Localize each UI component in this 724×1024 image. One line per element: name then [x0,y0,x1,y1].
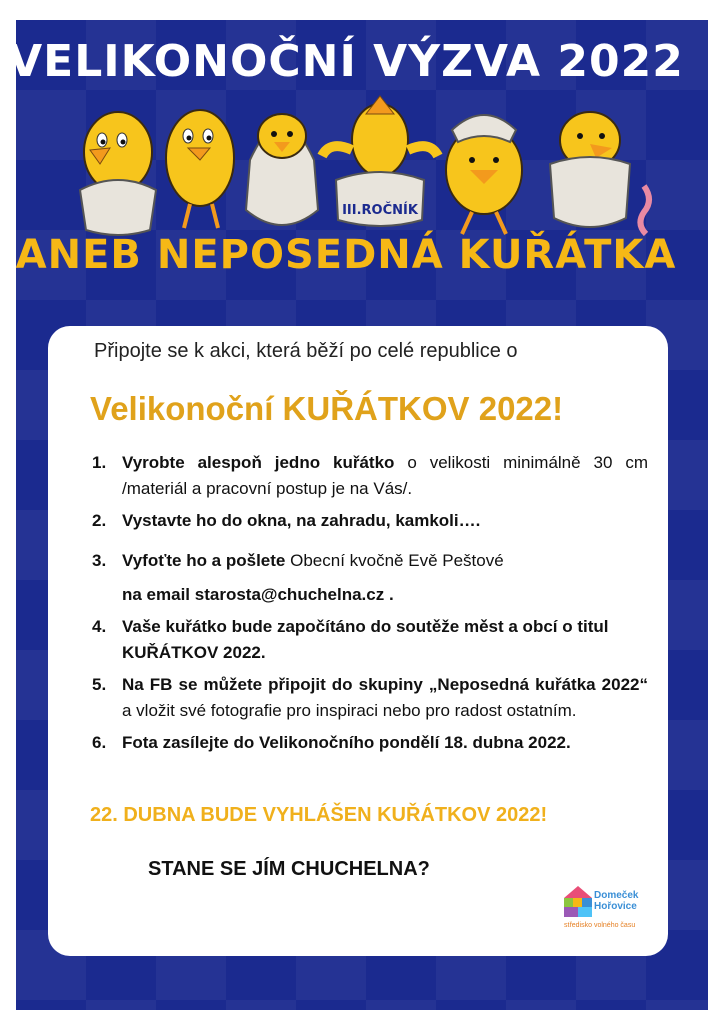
intro-text: Připojte se k akci, která běží po celé republice o [94,340,518,362]
list-item-bold: Vyrobte alespoň jedno kuřátko [122,453,395,472]
list-item-bold: Fota zasílejte do Velikonočního pondělí 18. dubna 2022. [122,733,571,752]
list-item [92,730,648,756]
list-item-text: Obecní kvočně Evě Peštové [285,551,504,570]
logo-tagline: středisko volného času [564,922,636,929]
list-item-text: a vložit své fotografie pro inspiraci nebo pro radost ostatním. [122,701,577,720]
house-logo-icon [560,884,596,920]
steps-list [92,450,648,762]
list-item-text: o velikosti minimálně 30 cm /materiál a pracovní postup je na Vás/. [122,453,649,498]
domecek-logo [560,884,660,936]
email-line: na email starosta@chuchelna.cz . [122,585,394,604]
edition-badge: III.ROČNÍK [342,203,418,218]
list-number: 4. [92,617,107,636]
list-item [92,450,648,502]
announcement: 22. DUBNA BUDE VYHLÁŠEN KUŘÁTKOV 2022! [90,804,548,826]
page-subtitle: ANEB NEPOSEDNÁ KUŘÁTKA [15,232,677,278]
list-item-bold: Vystavte ho do okna, na zahradu, kamkoli…. [122,511,481,530]
page-title: VELIKONOČNÍ VÝZVA 2022 [8,36,684,87]
headline: Velikonoční KUŘÁTKOV 2022! [90,390,564,427]
list-item [92,548,648,608]
chicks-illustration [60,90,660,240]
chick-icon [80,112,156,235]
list-number: 2. [92,511,107,530]
logo-line1: Domeček [594,890,639,901]
list-item-bold: Vyfoťte ho a pošlete [122,551,286,570]
list-item [92,508,648,534]
list-number: 6. [92,733,107,752]
list-item [92,672,648,724]
list-item-bold: Na FB se můžete připojit do skupiny „Neposedná kuřátka 2022“ [122,675,648,694]
chick-icon [446,115,522,234]
list-item-bold: Vaše kuřátko bude započítáno do soutěže měst a obcí o titul KUŘÁTKOV 2022. [122,617,609,662]
list-number: 3. [92,551,107,570]
list-number: 5. [92,675,107,694]
list-item [92,614,648,666]
logo-line2: Hořovice [594,901,637,912]
question: STANE SE JÍM CHUCHELNA? [148,858,430,880]
chick-icon [550,112,630,227]
logo-text [594,890,638,912]
list-number: 1. [92,453,107,472]
chick-icon [246,114,318,225]
worm-icon [640,186,649,234]
chick-icon [166,110,234,228]
